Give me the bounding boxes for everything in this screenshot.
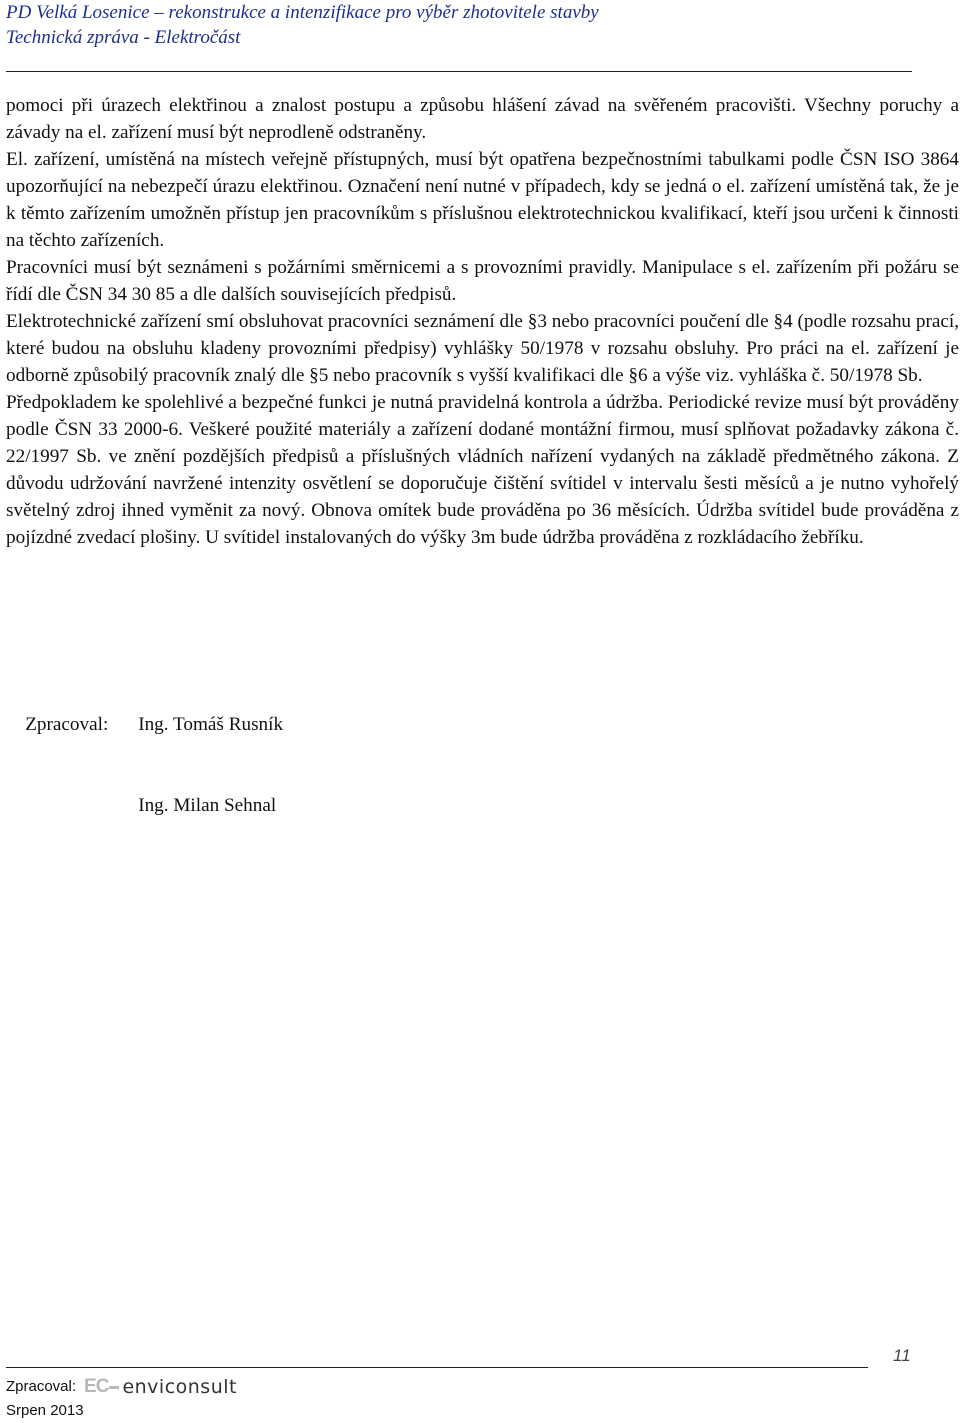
paragraph: Pracovníci musí být seznámeni s požárními směrnicemi a s provozními pravidly. Manipulace s el. zařízením při požáru se řídí dle ČSN 34 30 85 a dle dalších souvisejících předpisů. [6,257,959,305]
signature-name: Ing. Tomáš Rusník [138,714,284,735]
logo-dash [109,1386,119,1389]
footer-label: Zpracoval: [6,1378,77,1395]
document-title: PD Velká Losenice – rekonstrukce a intenzifikace pro výběr zhotovitele stavby [6,2,599,23]
page-header [6,0,926,50]
footer-date: Srpen 2013 [6,1402,84,1419]
paragraph: pomoci při úrazech elektřinou a znalost postupu a způsobu hlášení závad na svěřeném pracovišti. Všechny poruchy a závady na el. zařízení musí být neprodleně odstraněny. [6,95,959,143]
paragraph: El. zařízení, umístěná na místech veřejně přístupných, musí být opatřena bezpečnostními tabulkami podle ČSN ISO 3864 upozorňující na nebezpečí úrazu elektřinou. Označení není nutné v případech, kdy se jedná o el. zařízení umístěná tak, že je k těmto zařízením umožněn přístup jen pracovníkům s příslušnou elektrotechnickou kvalifikací, kteří jsou určeni k činnosti na těchto zařízeních. [6,149,959,251]
page-number: 11 [893,1346,911,1365]
company-logo [84,1375,237,1399]
paragraph: Elektrotechnické zařízení smí obsluhovat pracovníci seznámení dle §3 nebo pracovníci poučení dle §4 (podle rozsahu prací, které budou na obsluhu kladeny provozními předpisy) vyhlášky 50/1978 v rozsahu obsluhy. Pro práci na el. zařízení je odborně způsobilý pracovník znalý dle §5 nebo pracovník s vyšší kvalifikaci dle §6 a výše viz. vyhláška č. 50/1978 Sb. [6,311,959,386]
signature-block [6,684,283,846]
document-subtitle: Technická zpráva - Elektročást [6,27,241,48]
logo-mark: EC [84,1376,109,1397]
paragraph: Předpokladem ke spolehlivé a bezpečné funkci je nutná pravidelná kontrola a údržba. Periodické revize musí být prováděny podle ČSN 33 2000-6. Veškeré použité materiály a zařízení dodané montážní firmou, musí splňovat požadavky zákona č. 22/1997 Sb. ve znění pozdějších předpisů a příslušných vládních nařízení vydaných na základě předmětného zákona. Z důvodu udržování navržené intenzity osvětlení se doporučuje čištění svítidel v intervalu šesti měsíců a je nutno vyhořelý světelný zdroj ihned vyměnit za nový. Obnova omítek bude prováděna po 36 měsících. Údržba svítidel bude prováděna z pojízdné zvedací plošiny. U svítidel instalovaných do výšky 3m bude údržba prováděna z rozkládacího žebříku. [6,392,959,548]
signature-label: Zpracoval: [25,714,109,735]
logo-name: enviconsult [122,1376,237,1398]
signature-name: Ing. Milan Sehnal [138,795,277,816]
document-body [6,92,959,551]
header-divider [6,71,912,72]
footer-divider [6,1367,868,1368]
page-footer [6,1375,237,1423]
